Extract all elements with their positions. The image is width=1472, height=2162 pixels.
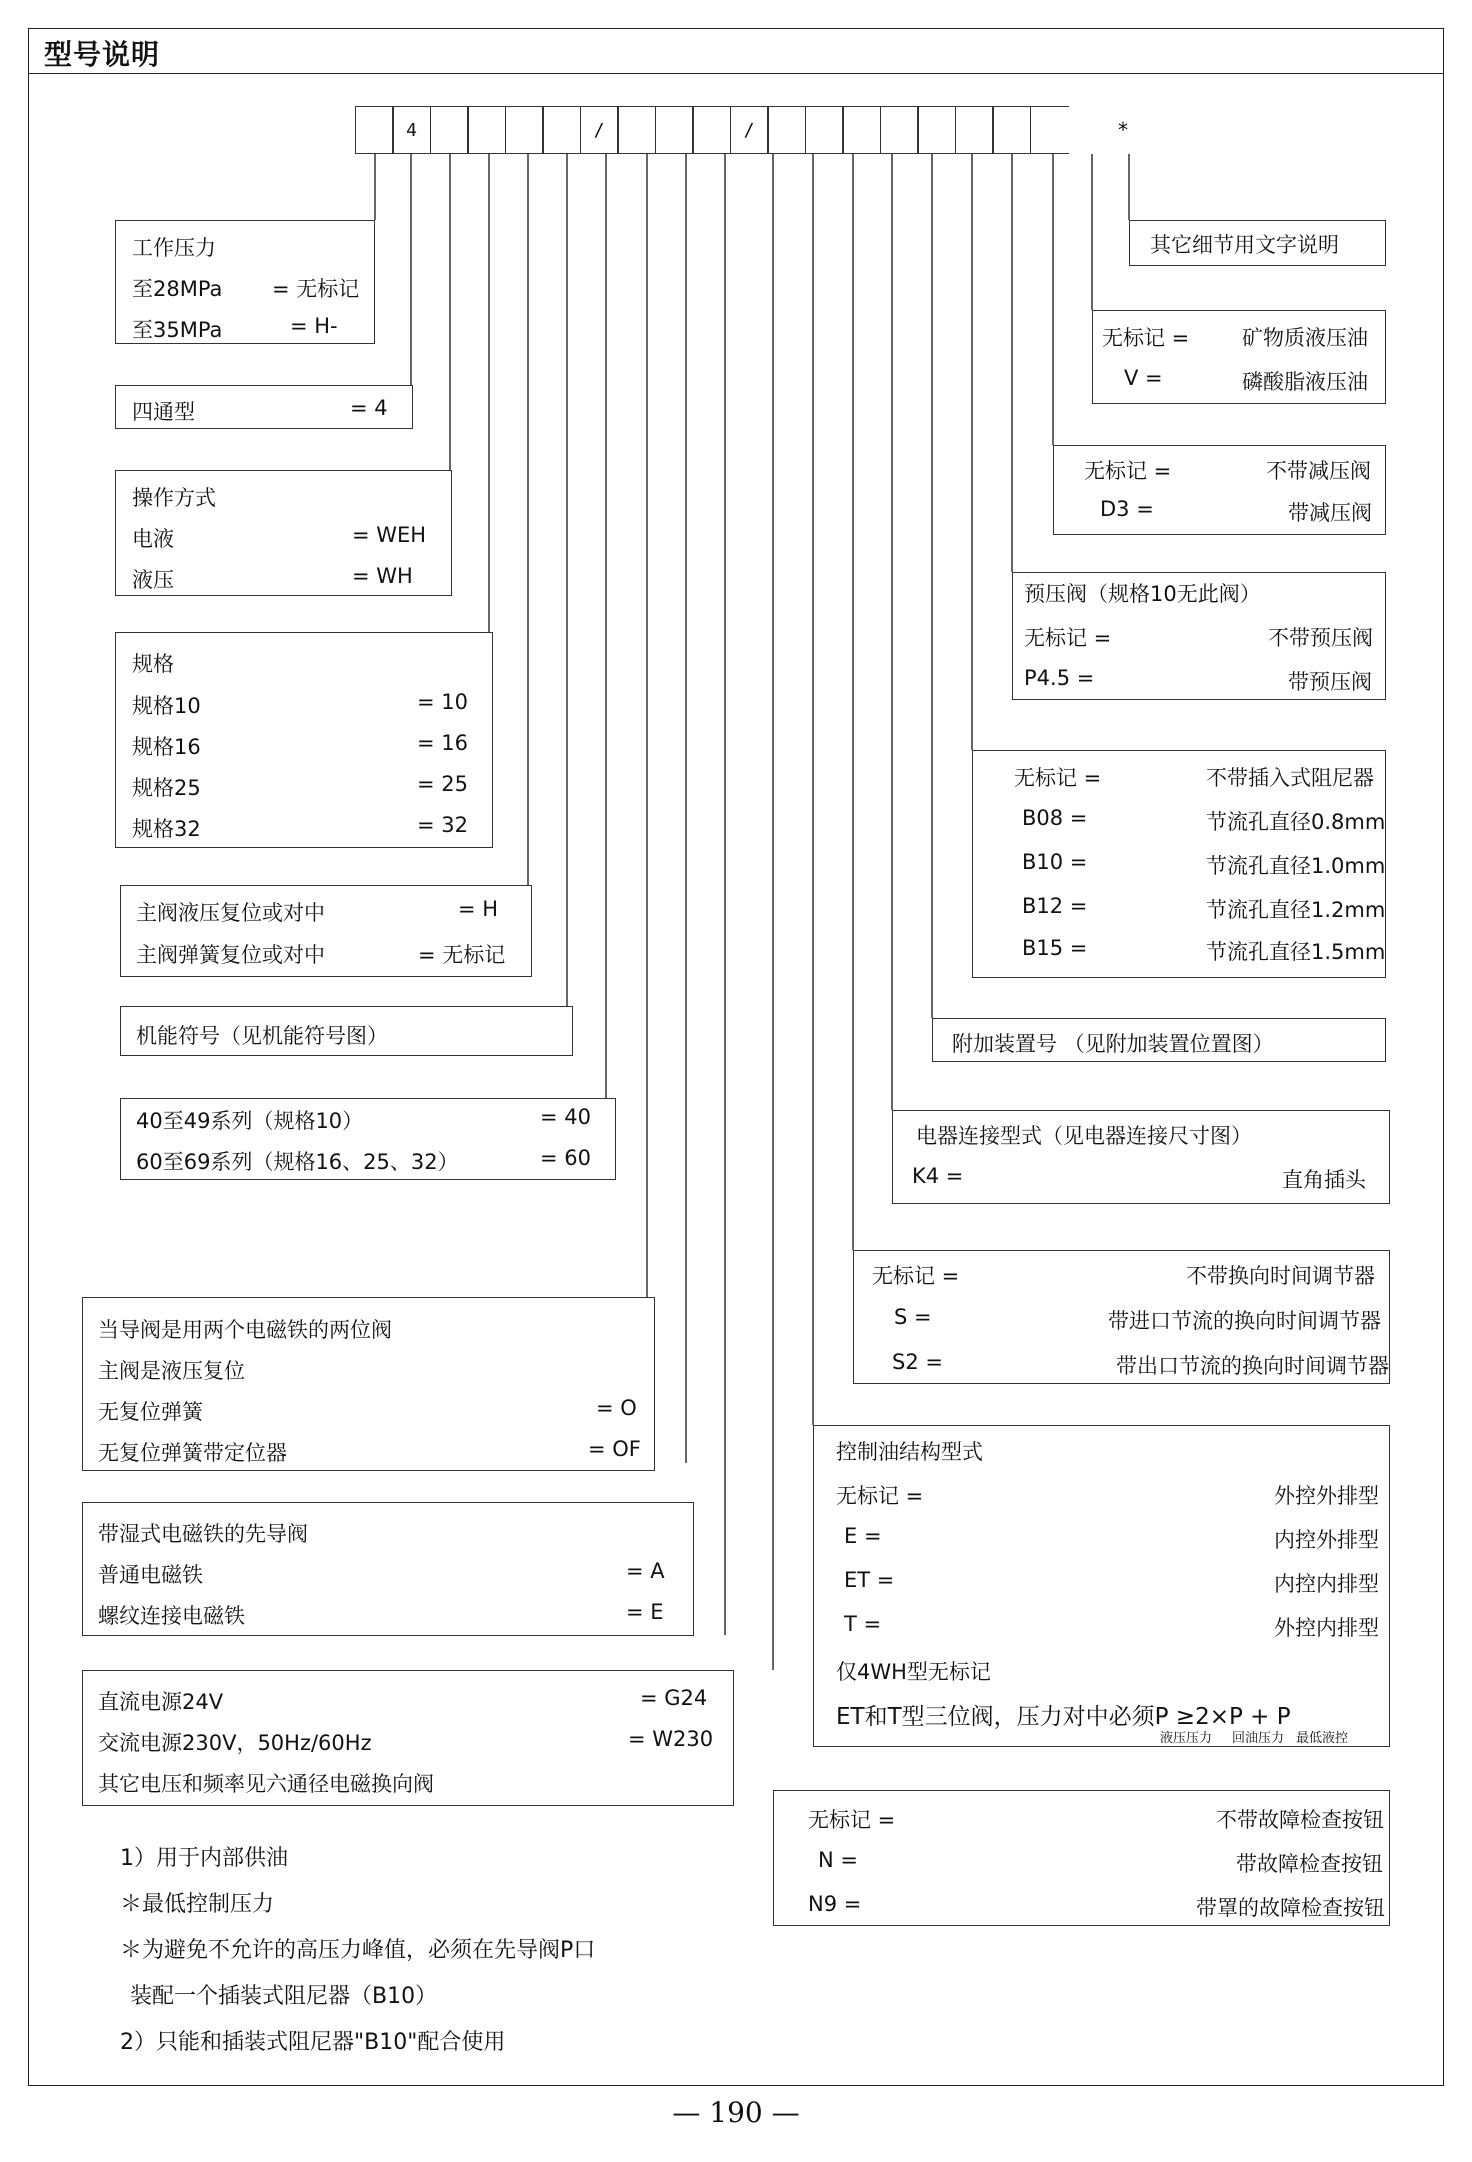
damper-label: B10 = [1022,850,1088,874]
fault-label: N = [818,1848,858,1872]
control-label: T = [844,1612,882,1636]
prepressure-label: 无标记 = [1024,626,1112,650]
note-line: 装配一个插装式阻尼器（B10） [130,1984,438,2009]
reducer-value: 不带减压阀 [1266,459,1371,483]
pressure-label: 至28MPa [132,277,223,301]
fault-value: 带故障检查按钮 [1236,1852,1383,1876]
damper-label: B12 = [1022,894,1088,918]
reset-label: 主阀弹簧复位或对中 [136,943,325,967]
notes [120,1836,595,2066]
oil-label: V = [1124,366,1163,390]
wetpilot-line: 带湿式电磁铁的先导阀 [98,1522,308,1546]
oil-value: 矿物质液压油 [1242,326,1368,350]
wetpilot-value: = A [626,1559,665,1583]
damper-label: 无标记 = [1014,766,1102,790]
oil-label: 无标记 = [1102,326,1190,350]
series-label: 60至69系列（规格16、25、32） [136,1150,459,1174]
pressure-value: = H- [290,314,338,338]
control-sub-label: 回油压力 [1232,1731,1285,1746]
wetpilot-label: 普通电磁铁 [98,1563,203,1587]
note-line: ＊最低控制压力 [120,1892,275,1917]
oil-value: 磷酸脂液压油 [1242,370,1368,394]
control-value: 内控内排型 [1274,1572,1379,1596]
timing-value: 带进口节流的换向时间调节器 [1108,1309,1381,1333]
timing-label: 无标记 = [872,1264,960,1288]
other-label: 其它细节用文字说明 [1150,233,1339,257]
timing-value: 带出口节流的换向时间调节器 [1116,1354,1389,1378]
operation-title: 操作方式 [132,486,216,510]
damper-value: 节流孔直径1.0mm [1206,854,1386,878]
size-label: 规格10 [132,694,201,718]
size-value: = 16 [417,731,468,755]
reducer-label: 无标记 = [1084,459,1172,483]
power-value: = G24 [640,1686,708,1710]
reset-label: 主阀液压复位或对中 [136,901,325,925]
size-value: = 10 [417,690,468,714]
twopos-label: 无复位弹簧带定位器 [98,1441,287,1465]
electrical-label: K4 = [912,1164,964,1188]
symbol-label: 机能符号（见机能符号图） [136,1024,388,1048]
power-line: 其它电压和频率见六通径电磁换向阀 [98,1772,434,1796]
code-cell: / [730,106,769,154]
fault-value: 带罩的故障检查按钮 [1196,1896,1385,1920]
operation-value: = WH [352,564,413,588]
wetpilot-value: = E [626,1600,664,1624]
fault-value: 不带故障检查按钮 [1216,1808,1384,1832]
timing-value: 不带换向时间调节器 [1186,1264,1375,1288]
twopos-value: = O [596,1396,637,1420]
control-note: 仅4WH型无标记 [836,1660,991,1684]
damper-label: B08 = [1022,806,1088,830]
control-label: 无标记 = [836,1484,924,1508]
twopos-label: 无复位弹簧 [98,1400,203,1424]
power-value: = W230 [628,1727,714,1751]
reducer-label: D3 = [1100,497,1154,521]
size-value: = 25 [417,772,468,796]
reducer-value: 带减压阀 [1288,501,1372,525]
control-value: 外控内排型 [1274,1616,1379,1640]
size-value: = 32 [417,813,468,837]
fault-label: N9 = [808,1892,862,1916]
control-label: E = [844,1524,882,1548]
size-label: 规格25 [132,776,201,800]
series-value: = 40 [540,1105,591,1129]
timing-label: S = [894,1305,932,1329]
fourway-label: 四通型 [132,400,195,424]
control-value: 外控外排型 [1274,1484,1379,1508]
page-title: 型号说明 [44,38,161,71]
prepressure-label: P4.5 = [1024,666,1095,690]
wetpilot-label: 螺纹连接电磁铁 [98,1604,245,1628]
twopos-line: 当导阀是用两个电磁铁的两位阀 [98,1318,392,1342]
series-label: 40至49系列（规格10） [136,1109,364,1133]
damper-value: 节流孔直径0.8mm [1206,810,1386,834]
operation-label: 电液 [132,527,174,551]
size-label: 规格32 [132,817,201,841]
page-number: — 190 — [672,2096,800,2129]
control-label: ET = [844,1568,895,1592]
twopos-value: = OF [588,1437,641,1461]
damper-value: 不带插入式阻尼器 [1206,766,1374,790]
fourway-value: = 4 [350,396,388,420]
accessory-label: 附加装置号 （见附加装置位置图） [952,1032,1274,1056]
pressure-value: = 无标记 [272,277,360,301]
control-formula: ET和T型三位阀，压力对中必须P ≥2×P + P [836,1704,1291,1730]
electrical-value: 直角插头 [1282,1168,1366,1192]
operation-value: = WEH [352,523,427,547]
control-title: 控制油结构型式 [836,1440,983,1464]
damper-value: 节流孔直径1.5mm [1206,940,1386,964]
control-sub-label: 液压压力 [1160,1731,1213,1746]
size-title: 规格 [132,652,174,676]
reset-value: = H [458,897,499,921]
size-label: 规格16 [132,735,201,759]
fault-label: 无标记 = [808,1808,896,1832]
note-line: 1）用于内部供油 [120,1846,288,1871]
note-line: 2）只能和插装式阻尼器"B10"配合使用 [120,2030,506,2055]
control-value: 内控外排型 [1274,1528,1379,1552]
operation-label: 液压 [132,568,174,592]
timing-label: S2 = [892,1350,943,1374]
twopos-line: 主阀是液压复位 [98,1359,245,1383]
pressure-title: 工作压力 [132,236,216,260]
control-sub-label: 最低液控 [1296,1731,1349,1746]
power-label: 交流电源230V，50Hz/60Hz [98,1731,372,1755]
prepressure-value: 带预压阀 [1288,670,1372,694]
electrical-title: 电器连接型式（见电器连接尺寸图） [916,1124,1252,1148]
pressure-label: 至35MPa [132,318,223,342]
series-value: = 60 [540,1146,591,1170]
prepressure-value: 不带预压阀 [1268,626,1373,650]
code-suffix-star: * [1118,118,1128,142]
code-cell: 4 [392,106,431,154]
code-cell: / [580,106,619,154]
reset-value: = 无标记 [418,943,506,967]
damper-label: B15 = [1022,936,1088,960]
power-label: 直流电源24V [98,1690,224,1714]
note-line: ＊为避免不允许的高压力峰值，必须在先导阀P口 [120,1938,596,1963]
damper-value: 节流孔直径1.2mm [1206,898,1386,922]
prepressure-title: 预压阀（规格10无此阀） [1024,582,1261,606]
